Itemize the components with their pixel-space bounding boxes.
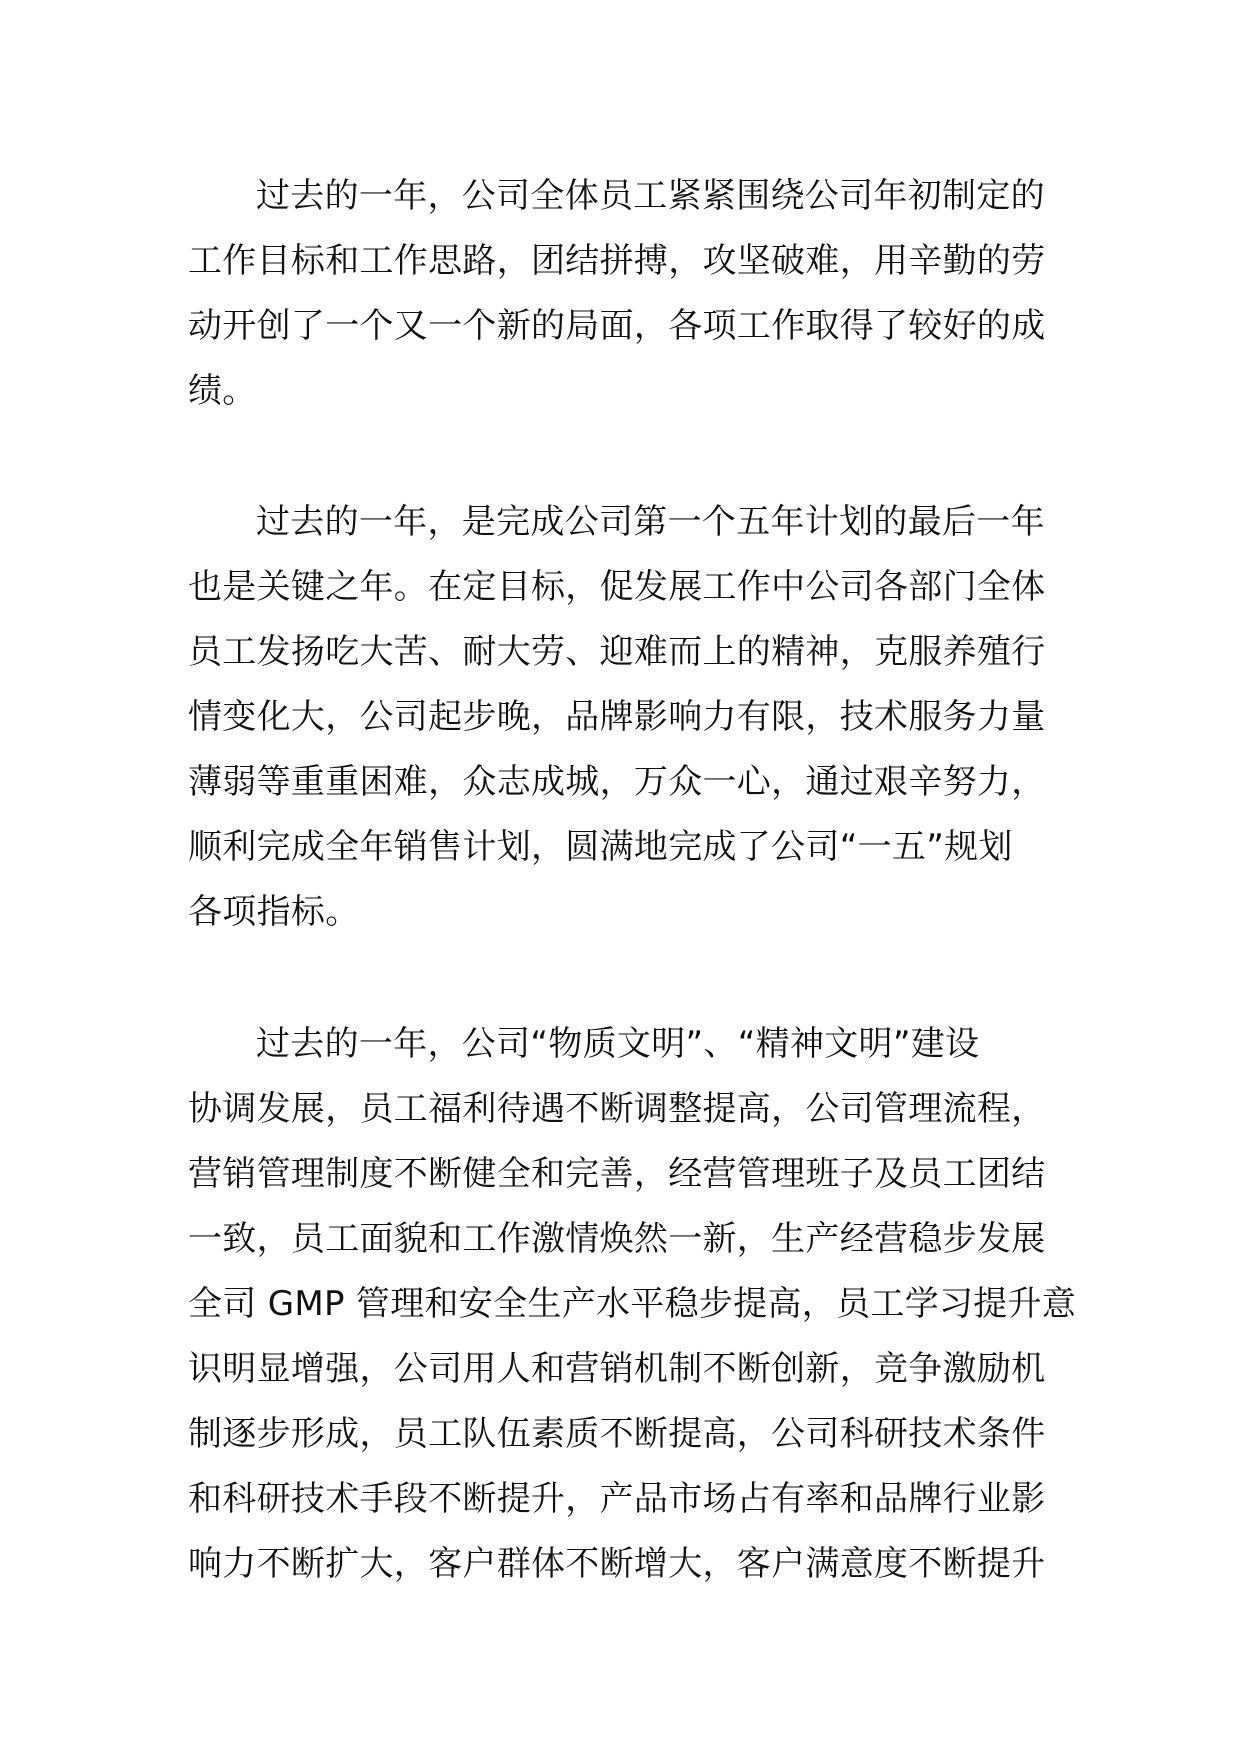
text-line: 薄弱等重重困难，众志成城，万众一心，通过艰辛努力， [188,762,1046,802]
text-line: 绩。 [188,371,257,411]
text-line: 也是关键之年。在定目标，促发展工作中公司各部门全体 [188,567,1046,607]
text-line: 过去的一年，是完成公司第一个五年计划的最后一年 [256,502,1045,542]
paragraph-3 [188,1012,1077,1597]
paragraph-1 [188,164,1060,424]
text-line: 制逐步形成，员工队伍素质不断提高，公司科研技术条件 [188,1414,1046,1454]
text-line: 协调发展，员工福利待遇不断调整提高，公司管理流程， [188,1089,1046,1129]
text-line: 过去的一年，公司“物质文明”、“精神文明”建设 [256,1024,980,1064]
text-line: 动开创了一个又一个新的局面，各项工作取得了较好的成 [188,306,1046,346]
text-line: 和科研技术手段不断提升，产品市场占有率和品牌行业影 [188,1479,1046,1519]
text-line: 各项指标。 [188,892,360,932]
text-line: 工作目标和工作思路，团结拼搏，攻坚破难，用辛勤的劳 [188,241,1046,281]
text-line: 响力不断扩大，客户群体不断增大，客户满意度不断提升 [188,1544,1046,1584]
text-line: 员工发扬吃大苦、耐大劳、迎难而上的精神，克服养殖行 [188,632,1046,672]
text-line: 识明显增强，公司用人和营销机制不断创新，竞争激励机 [188,1349,1046,1389]
text-line: 营销管理制度不断健全和完善，经营管理班子及员工团结 [188,1154,1046,1194]
text-line: 全司 GMP 管理和安全生产水平稳步提高，员工学习提升意 [188,1284,1077,1324]
text-line: 顺利完成全年销售计划，圆满地完成了公司“一五”规划 [188,827,1013,867]
text-line: 过去的一年，公司全体员工紧紧围绕公司年初制定的 [256,176,1045,216]
text-line: 一致，员工面貌和工作激情焕然一新，生产经营稳步发展 [188,1219,1046,1259]
paragraph-2 [188,490,1060,945]
text-line: 情变化大，公司起步晚，品牌影响力有限，技术服务力量 [188,697,1046,737]
